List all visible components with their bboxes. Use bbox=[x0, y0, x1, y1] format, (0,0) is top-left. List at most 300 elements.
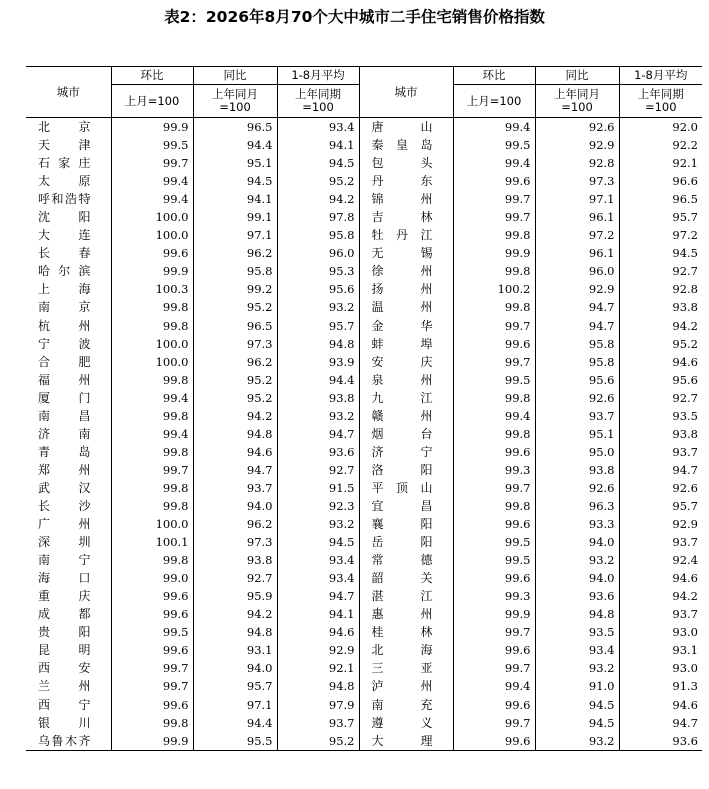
mom-value: 99.8 bbox=[111, 407, 193, 425]
yoy-value: 91.0 bbox=[535, 677, 619, 695]
mom-value: 99.9 bbox=[111, 262, 193, 280]
yoy-value: 96.2 bbox=[193, 353, 277, 371]
avg-value: 95.7 bbox=[619, 497, 702, 515]
avg-value: 95.7 bbox=[619, 208, 702, 226]
table-row bbox=[26, 569, 702, 587]
yoy-value: 94.8 bbox=[193, 425, 277, 443]
city-name: 包 头 bbox=[359, 154, 453, 172]
mom-value: 99.5 bbox=[453, 371, 535, 389]
yoy-value: 95.6 bbox=[535, 371, 619, 389]
city-name: 上 海 bbox=[38, 282, 91, 297]
mom-value: 99.8 bbox=[453, 298, 535, 316]
city-name: 湛 江 bbox=[359, 587, 453, 605]
city-name: 海 口 bbox=[38, 571, 91, 586]
table-row bbox=[26, 587, 702, 605]
header-yoy-base-right: 上年同月 =100 bbox=[535, 85, 619, 118]
table-row bbox=[26, 677, 702, 695]
mom-value: 99.8 bbox=[111, 443, 193, 461]
mom-value: 100.3 bbox=[111, 280, 193, 298]
mom-value: 99.6 bbox=[453, 696, 535, 714]
city-name: 昆 明 bbox=[38, 643, 91, 658]
yoy-value: 93.2 bbox=[535, 732, 619, 751]
city-name: 平顶山 bbox=[359, 479, 453, 497]
avg-value: 95.2 bbox=[277, 732, 359, 751]
avg-value: 95.2 bbox=[277, 172, 359, 190]
avg-value: 92.7 bbox=[619, 389, 702, 407]
city-name: 呼和浩特 bbox=[38, 192, 91, 207]
city-name: 丹 东 bbox=[359, 172, 453, 190]
mom-value: 99.8 bbox=[453, 226, 535, 244]
table-row bbox=[26, 136, 702, 154]
mom-value: 99.6 bbox=[453, 172, 535, 190]
avg-value: 94.5 bbox=[277, 533, 359, 551]
avg-value: 94.7 bbox=[277, 425, 359, 443]
avg-value: 94.1 bbox=[277, 136, 359, 154]
yoy-value: 92.9 bbox=[535, 280, 619, 298]
city-name: 南 昌 bbox=[38, 408, 91, 423]
city-name: 长 春 bbox=[38, 246, 91, 261]
city-name: 南 宁 bbox=[38, 553, 91, 568]
mom-value: 99.6 bbox=[453, 335, 535, 353]
yoy-value: 94.8 bbox=[535, 605, 619, 623]
mom-value: 99.4 bbox=[453, 154, 535, 172]
city-name: 秦皇岛 bbox=[359, 136, 453, 154]
city-name: 唐 山 bbox=[359, 118, 453, 137]
table-row bbox=[26, 659, 702, 677]
mom-value: 99.6 bbox=[453, 569, 535, 587]
yoy-value: 95.2 bbox=[193, 371, 277, 389]
city-name: 哈尔滨 bbox=[38, 264, 91, 279]
avg-value: 93.6 bbox=[277, 443, 359, 461]
mom-value: 99.6 bbox=[111, 587, 193, 605]
city-name: 青 岛 bbox=[38, 444, 91, 459]
yoy-value: 93.7 bbox=[193, 479, 277, 497]
header-avg-left: 1-8月平均 bbox=[277, 67, 359, 85]
city-name: 广 州 bbox=[38, 517, 91, 532]
table-row bbox=[26, 317, 702, 335]
avg-value: 95.6 bbox=[619, 371, 702, 389]
city-name: 厦 门 bbox=[38, 390, 91, 405]
avg-value: 92.9 bbox=[277, 641, 359, 659]
yoy-value: 92.6 bbox=[535, 479, 619, 497]
mom-value: 99.8 bbox=[453, 497, 535, 515]
city-name: 宜 昌 bbox=[359, 497, 453, 515]
city-name: 岳 阳 bbox=[359, 533, 453, 551]
yoy-value: 93.1 bbox=[193, 641, 277, 659]
yoy-value: 94.5 bbox=[535, 714, 619, 732]
yoy-value: 93.8 bbox=[535, 461, 619, 479]
city-name: 温 州 bbox=[359, 298, 453, 316]
page-title: 表2：2026年8月70个大中城市二手住宅销售价格指数 bbox=[164, 8, 545, 26]
avg-value: 94.1 bbox=[277, 605, 359, 623]
mom-value: 99.8 bbox=[453, 389, 535, 407]
avg-value: 91.5 bbox=[277, 479, 359, 497]
mom-value: 99.8 bbox=[111, 551, 193, 569]
city-name: 杭 州 bbox=[38, 318, 91, 333]
yoy-value: 95.2 bbox=[193, 389, 277, 407]
avg-value: 93.7 bbox=[619, 443, 702, 461]
avg-value: 93.8 bbox=[277, 389, 359, 407]
yoy-value: 97.1 bbox=[535, 190, 619, 208]
avg-value: 91.3 bbox=[619, 677, 702, 695]
city-name: 惠 州 bbox=[359, 605, 453, 623]
table-row bbox=[26, 335, 702, 353]
avg-value: 94.6 bbox=[619, 696, 702, 714]
yoy-value: 94.0 bbox=[535, 569, 619, 587]
header-mom-base-left: 上月=100 bbox=[111, 85, 193, 118]
avg-value: 92.8 bbox=[619, 280, 702, 298]
avg-value: 92.1 bbox=[619, 154, 702, 172]
mom-value: 99.3 bbox=[453, 587, 535, 605]
yoy-value: 97.1 bbox=[193, 696, 277, 714]
city-name: 成 都 bbox=[38, 607, 91, 622]
avg-value: 93.1 bbox=[619, 641, 702, 659]
yoy-value: 93.8 bbox=[193, 551, 277, 569]
yoy-value: 95.9 bbox=[193, 587, 277, 605]
city-name: 蚌 埠 bbox=[359, 335, 453, 353]
mom-value: 99.5 bbox=[111, 623, 193, 641]
yoy-value: 96.3 bbox=[535, 497, 619, 515]
avg-value: 92.1 bbox=[277, 659, 359, 677]
city-name: 遵 义 bbox=[359, 714, 453, 732]
yoy-value: 96.1 bbox=[535, 244, 619, 262]
yoy-value: 96.2 bbox=[193, 515, 277, 533]
mom-value: 100.0 bbox=[111, 515, 193, 533]
mom-value: 99.5 bbox=[453, 533, 535, 551]
city-name: 西 宁 bbox=[38, 697, 91, 712]
city-name: 宁 波 bbox=[38, 336, 91, 351]
yoy-value: 96.2 bbox=[193, 244, 277, 262]
table-row bbox=[26, 298, 702, 316]
avg-value: 92.9 bbox=[619, 515, 702, 533]
table-row bbox=[26, 425, 702, 443]
city-name: 西 安 bbox=[38, 661, 91, 676]
table-row bbox=[26, 732, 702, 751]
avg-value: 92.7 bbox=[619, 262, 702, 280]
yoy-value: 94.5 bbox=[193, 172, 277, 190]
mom-value: 100.1 bbox=[111, 533, 193, 551]
avg-value: 94.2 bbox=[619, 317, 702, 335]
city-name: 济 南 bbox=[38, 426, 91, 441]
mom-value: 99.7 bbox=[111, 677, 193, 695]
mom-value: 99.9 bbox=[453, 605, 535, 623]
mom-value: 99.7 bbox=[453, 623, 535, 641]
table-row bbox=[26, 533, 702, 551]
mom-value: 99.5 bbox=[453, 551, 535, 569]
avg-value: 93.2 bbox=[277, 407, 359, 425]
avg-value: 94.4 bbox=[277, 371, 359, 389]
avg-value: 93.0 bbox=[619, 659, 702, 677]
mom-value: 99.8 bbox=[111, 317, 193, 335]
mom-value: 99.7 bbox=[453, 208, 535, 226]
yoy-value: 95.1 bbox=[193, 154, 277, 172]
mom-value: 99.6 bbox=[453, 443, 535, 461]
table-row bbox=[26, 226, 702, 244]
city-name: 韶 关 bbox=[359, 569, 453, 587]
header-city-right: 城市 bbox=[359, 67, 453, 118]
yoy-value: 93.6 bbox=[535, 587, 619, 605]
mom-value: 100.0 bbox=[111, 208, 193, 226]
avg-value: 92.7 bbox=[277, 461, 359, 479]
avg-value: 95.7 bbox=[277, 317, 359, 335]
mom-value: 99.8 bbox=[111, 298, 193, 316]
avg-value: 95.6 bbox=[277, 280, 359, 298]
avg-value: 93.0 bbox=[619, 623, 702, 641]
avg-value: 94.8 bbox=[277, 677, 359, 695]
mom-value: 99.6 bbox=[111, 605, 193, 623]
mom-value: 99.7 bbox=[453, 714, 535, 732]
header-yoy-base-left: 上年同月 =100 bbox=[193, 85, 277, 118]
mom-value: 100.2 bbox=[453, 280, 535, 298]
table-row bbox=[26, 353, 702, 371]
header-avg-base-right: 上年同期 =100 bbox=[619, 85, 702, 118]
avg-value: 93.8 bbox=[619, 298, 702, 316]
yoy-value: 95.8 bbox=[193, 262, 277, 280]
yoy-value: 92.7 bbox=[193, 569, 277, 587]
avg-value: 94.5 bbox=[277, 154, 359, 172]
avg-value: 94.2 bbox=[277, 190, 359, 208]
yoy-value: 95.2 bbox=[193, 298, 277, 316]
mom-value: 99.0 bbox=[111, 569, 193, 587]
mom-value: 99.4 bbox=[453, 118, 535, 137]
yoy-value: 97.3 bbox=[193, 335, 277, 353]
city-name: 牡丹江 bbox=[359, 226, 453, 244]
table-row bbox=[26, 280, 702, 298]
yoy-value: 94.1 bbox=[193, 190, 277, 208]
table-row bbox=[26, 641, 702, 659]
header-mom-base-right: 上月=100 bbox=[453, 85, 535, 118]
yoy-value: 94.4 bbox=[193, 136, 277, 154]
table-row bbox=[26, 461, 702, 479]
table-row bbox=[26, 696, 702, 714]
yoy-value: 92.9 bbox=[535, 136, 619, 154]
mom-value: 99.7 bbox=[453, 659, 535, 677]
yoy-value: 94.2 bbox=[193, 407, 277, 425]
city-name: 洛 阳 bbox=[359, 461, 453, 479]
yoy-value: 97.3 bbox=[193, 533, 277, 551]
city-name: 无 锡 bbox=[359, 244, 453, 262]
table-row bbox=[26, 208, 702, 226]
table-row bbox=[26, 371, 702, 389]
mom-value: 99.9 bbox=[453, 244, 535, 262]
city-name: 金 华 bbox=[359, 317, 453, 335]
table-row bbox=[26, 479, 702, 497]
table-row bbox=[26, 443, 702, 461]
mom-value: 99.8 bbox=[111, 479, 193, 497]
city-name: 太 原 bbox=[38, 174, 91, 189]
yoy-value: 93.3 bbox=[535, 515, 619, 533]
yoy-value: 99.2 bbox=[193, 280, 277, 298]
avg-value: 93.8 bbox=[619, 425, 702, 443]
table-row bbox=[26, 154, 702, 172]
city-name: 长 沙 bbox=[38, 499, 91, 513]
yoy-value: 92.8 bbox=[535, 154, 619, 172]
mom-value: 99.7 bbox=[111, 461, 193, 479]
city-name: 九 江 bbox=[359, 389, 453, 407]
yoy-value: 94.6 bbox=[193, 443, 277, 461]
mom-value: 99.5 bbox=[453, 136, 535, 154]
yoy-value: 95.8 bbox=[535, 335, 619, 353]
mom-value: 99.3 bbox=[453, 461, 535, 479]
mom-value: 99.4 bbox=[111, 190, 193, 208]
yoy-value: 94.7 bbox=[193, 461, 277, 479]
mom-value: 100.0 bbox=[111, 335, 193, 353]
avg-value: 96.5 bbox=[619, 190, 702, 208]
yoy-value: 97.2 bbox=[535, 226, 619, 244]
avg-value: 96.0 bbox=[277, 244, 359, 262]
city-name: 赣 州 bbox=[359, 407, 453, 425]
mom-value: 99.8 bbox=[111, 497, 193, 515]
table-row bbox=[26, 515, 702, 533]
city-name: 安 庆 bbox=[359, 353, 453, 371]
header-yoy-right: 同比 bbox=[535, 67, 619, 85]
yoy-value: 93.7 bbox=[535, 407, 619, 425]
city-name: 天 津 bbox=[38, 138, 91, 153]
yoy-value: 95.5 bbox=[193, 732, 277, 751]
city-name: 锦 州 bbox=[359, 190, 453, 208]
avg-value: 93.7 bbox=[619, 605, 702, 623]
yoy-value: 97.1 bbox=[193, 226, 277, 244]
yoy-value: 96.5 bbox=[193, 118, 277, 137]
table-row bbox=[26, 118, 702, 137]
avg-value: 95.3 bbox=[277, 262, 359, 280]
mom-value: 99.4 bbox=[453, 407, 535, 425]
city-name: 吉 林 bbox=[359, 208, 453, 226]
yoy-value: 95.1 bbox=[535, 425, 619, 443]
yoy-value: 95.7 bbox=[193, 677, 277, 695]
avg-value: 97.2 bbox=[619, 226, 702, 244]
header-yoy-left: 同比 bbox=[193, 67, 277, 85]
avg-value: 97.9 bbox=[277, 696, 359, 714]
table-row bbox=[26, 172, 702, 190]
city-name: 福 州 bbox=[38, 372, 91, 387]
avg-value: 93.5 bbox=[619, 407, 702, 425]
yoy-value: 94.0 bbox=[193, 659, 277, 677]
city-name: 北 京 bbox=[38, 120, 91, 135]
avg-value: 94.6 bbox=[277, 623, 359, 641]
avg-value: 94.8 bbox=[277, 335, 359, 353]
mom-value: 99.6 bbox=[111, 641, 193, 659]
avg-value: 94.7 bbox=[277, 587, 359, 605]
yoy-value: 93.4 bbox=[535, 641, 619, 659]
mom-value: 99.7 bbox=[453, 317, 535, 335]
mom-value: 99.9 bbox=[111, 732, 193, 751]
mom-value: 99.7 bbox=[111, 659, 193, 677]
mom-value: 99.6 bbox=[111, 696, 193, 714]
city-name: 合 肥 bbox=[38, 354, 91, 369]
table-row bbox=[26, 551, 702, 569]
mom-value: 100.0 bbox=[111, 353, 193, 371]
avg-value: 92.6 bbox=[619, 479, 702, 497]
city-name: 泉 州 bbox=[359, 371, 453, 389]
city-name: 兰 州 bbox=[38, 679, 91, 694]
header-city-left: 城市 bbox=[26, 67, 111, 118]
yoy-value: 94.7 bbox=[535, 298, 619, 316]
yoy-value: 97.3 bbox=[535, 172, 619, 190]
city-name: 三 亚 bbox=[359, 659, 453, 677]
mom-value: 99.7 bbox=[111, 154, 193, 172]
avg-value: 95.8 bbox=[277, 226, 359, 244]
yoy-value: 94.2 bbox=[193, 605, 277, 623]
table-row bbox=[26, 714, 702, 732]
avg-value: 92.4 bbox=[619, 551, 702, 569]
avg-value: 94.2 bbox=[619, 587, 702, 605]
mom-value: 99.8 bbox=[111, 714, 193, 732]
avg-value: 94.5 bbox=[619, 244, 702, 262]
avg-value: 94.6 bbox=[619, 353, 702, 371]
header-mom-left: 环比 bbox=[111, 67, 193, 85]
mom-value: 99.7 bbox=[453, 353, 535, 371]
city-name: 大 连 bbox=[38, 228, 91, 243]
avg-value: 93.7 bbox=[619, 533, 702, 551]
avg-value: 93.6 bbox=[619, 732, 702, 751]
city-name: 泸 州 bbox=[359, 677, 453, 695]
avg-value: 93.4 bbox=[277, 551, 359, 569]
avg-value: 93.9 bbox=[277, 353, 359, 371]
avg-value: 92.2 bbox=[619, 136, 702, 154]
yoy-value: 93.2 bbox=[535, 551, 619, 569]
avg-value: 94.7 bbox=[619, 714, 702, 732]
yoy-value: 96.0 bbox=[535, 262, 619, 280]
yoy-value: 99.1 bbox=[193, 208, 277, 226]
avg-value: 92.0 bbox=[619, 118, 702, 137]
mom-value: 99.6 bbox=[453, 732, 535, 751]
avg-value: 93.4 bbox=[277, 569, 359, 587]
table-row bbox=[26, 389, 702, 407]
city-name: 扬 州 bbox=[359, 280, 453, 298]
table-row bbox=[26, 190, 702, 208]
yoy-value: 94.7 bbox=[535, 317, 619, 335]
header-avg-base-left: 上年同期 =100 bbox=[277, 85, 359, 118]
city-name: 乌鲁木齐 bbox=[26, 732, 111, 751]
table-body bbox=[26, 118, 702, 751]
city-name: 深 圳 bbox=[38, 535, 91, 550]
yoy-value: 95.8 bbox=[535, 353, 619, 371]
header-avg-right: 1-8月平均 bbox=[619, 67, 702, 85]
price-index-table bbox=[26, 66, 702, 751]
mom-value: 99.6 bbox=[453, 515, 535, 533]
table-row bbox=[26, 262, 702, 280]
avg-value: 93.2 bbox=[277, 515, 359, 533]
mom-value: 99.4 bbox=[111, 172, 193, 190]
table-row bbox=[26, 244, 702, 262]
city-name: 沈 阳 bbox=[38, 210, 91, 225]
yoy-value: 92.6 bbox=[535, 389, 619, 407]
mom-value: 99.8 bbox=[453, 425, 535, 443]
yoy-value: 94.0 bbox=[193, 497, 277, 515]
mom-value: 99.7 bbox=[453, 190, 535, 208]
city-name: 徐 州 bbox=[359, 262, 453, 280]
city-name: 银 川 bbox=[38, 715, 91, 730]
city-name: 北 海 bbox=[359, 641, 453, 659]
mom-value: 99.4 bbox=[111, 425, 193, 443]
table-row bbox=[26, 605, 702, 623]
mom-value: 99.6 bbox=[453, 641, 535, 659]
table-row bbox=[26, 407, 702, 425]
avg-value: 93.4 bbox=[277, 118, 359, 137]
city-name: 武 汉 bbox=[38, 480, 91, 495]
mom-value: 99.6 bbox=[111, 244, 193, 262]
city-name: 南 充 bbox=[359, 696, 453, 714]
avg-value: 94.7 bbox=[619, 461, 702, 479]
avg-value: 93.7 bbox=[277, 714, 359, 732]
city-name: 济 宁 bbox=[359, 443, 453, 461]
city-name: 常 德 bbox=[359, 551, 453, 569]
yoy-value: 96.5 bbox=[193, 317, 277, 335]
avg-value: 97.8 bbox=[277, 208, 359, 226]
yoy-value: 94.8 bbox=[193, 623, 277, 641]
yoy-value: 95.0 bbox=[535, 443, 619, 461]
